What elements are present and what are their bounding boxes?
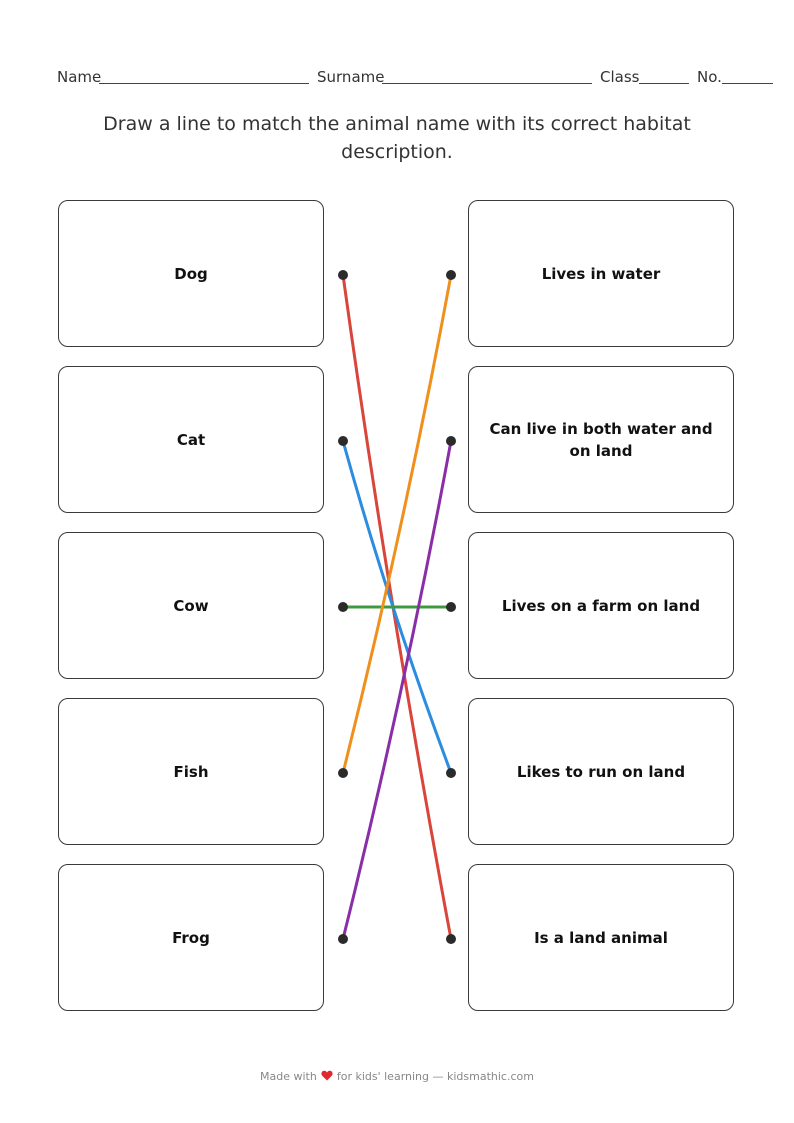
habitat-dot-4[interactable] <box>446 768 456 778</box>
instructions: Draw a line to match the animal name with its correct habitat description. <box>103 113 691 163</box>
habitat-label: Likes to run on land <box>516 762 686 781</box>
habitat-dot-3[interactable] <box>446 602 456 612</box>
animal-dot-2[interactable] <box>338 436 348 446</box>
habitat-label: Lives on a farm on land <box>501 596 701 615</box>
class-label: Class <box>600 68 640 86</box>
animal-label: Dog <box>174 264 208 283</box>
animal-label: Cow <box>173 596 209 615</box>
footer-made-with: Made with <box>260 1070 317 1083</box>
habitat-dot-5[interactable] <box>446 934 456 944</box>
animal-dot-3[interactable] <box>338 602 348 612</box>
heart-icon <box>321 1070 333 1081</box>
surname-label: Surname <box>317 68 385 86</box>
habitat-label: Is a land animal <box>534 928 668 947</box>
animal-label: Fish <box>173 762 209 781</box>
animal-label: Cat <box>176 430 206 449</box>
habitat-dot-1[interactable] <box>446 270 456 280</box>
animal-dot-4[interactable] <box>338 768 348 778</box>
match-line-frog <box>343 441 451 939</box>
habitat-label: Can live in both water and on land <box>489 419 713 460</box>
number-label: No. <box>697 68 722 86</box>
animal-dot-5[interactable] <box>338 934 348 944</box>
footer <box>0 1070 794 1083</box>
animal-dot-1[interactable] <box>338 270 348 280</box>
animal-label: Frog <box>172 928 210 947</box>
name-label: Name <box>57 68 102 86</box>
habitat-label: Lives in water <box>541 264 661 283</box>
habitat-dot-2[interactable] <box>446 436 456 446</box>
footer-text: for kids' learning — kidsmathic.com <box>336 1070 534 1083</box>
